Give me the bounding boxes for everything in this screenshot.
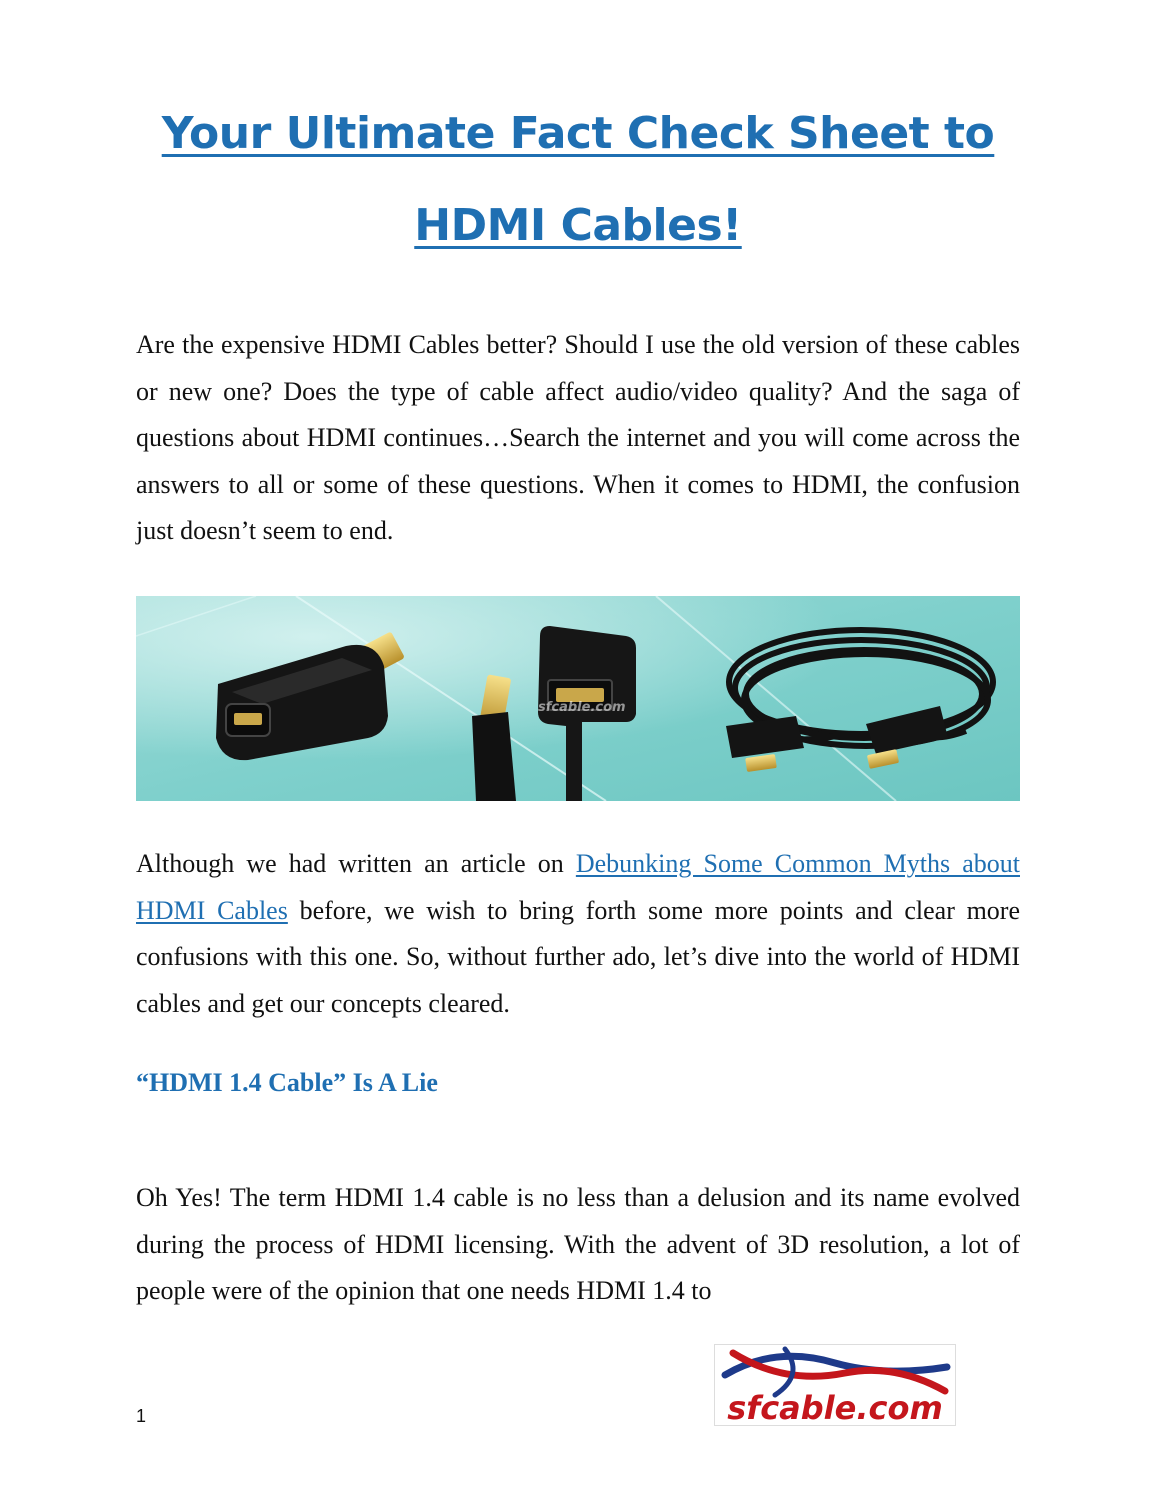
page-number: 1: [136, 1406, 147, 1426]
document-title: Your Ultimate Fact Check Sheet to HDMI Cables!: [161, 108, 995, 251]
second-paragraph-text-before: Although we had written an article on: [136, 849, 576, 878]
debunking-myths-link[interactable]: Debunking Some Common Myths about HDMI Cables: [136, 849, 1020, 925]
second-paragraph-text-after: before, we wish to bring forth some more points and clear more confusions with this one. So, without further ado, let’s dive into the world of HDMI cables and get our concepts cleared.: [136, 895, 1021, 1018]
sfcable-logo: [714, 1344, 956, 1426]
intro-paragraph: Are the expensive HDMI Cables better? Should I use the old version of these cables or new one? Does the type of cable affect audio/video quality? And the saga of questions about HDMI continues…Search the internet and you will come across the answers to all or some of these questions. When it comes to HDMI, the confusion just doesn’t seem to end.: [136, 330, 1020, 545]
hdmi-products-banner: [136, 596, 1020, 801]
section-heading: “HDMI 1.4 Cable” Is A Lie: [136, 1068, 438, 1097]
sfcable-logo-text: sfcable.com: [727, 1389, 943, 1425]
second-paragraph: [136, 841, 1020, 1027]
third-paragraph: Oh Yes! The term HDMI 1.4 cable is no less than a delusion and its name evolved during the process of HDMI licensing. With the advent of 3D resolution, a lot of people were of the opinion that one needs HDMI 1.4 to: [136, 1183, 1020, 1305]
hdmi-products-image: [136, 596, 1020, 801]
banner-watermark: sfcable.com: [538, 700, 626, 715]
sfcable-logo-mark: [715, 1345, 955, 1425]
